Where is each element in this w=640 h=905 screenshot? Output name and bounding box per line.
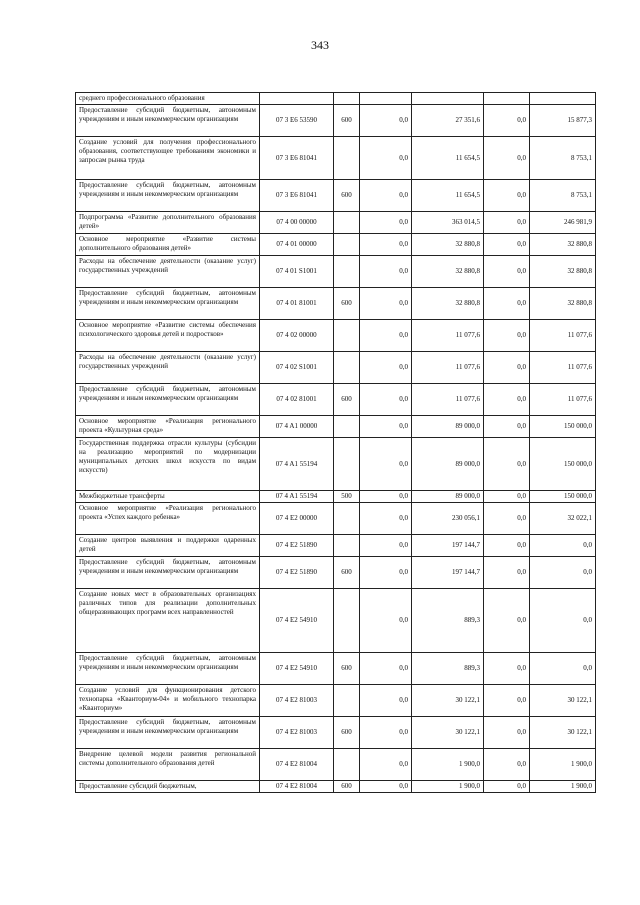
cell-v4: 1 900,0 bbox=[530, 749, 596, 781]
cell-v3: 0,0 bbox=[484, 589, 530, 653]
cell-v1: 0,0 bbox=[360, 685, 412, 717]
cell-v1: 0,0 bbox=[360, 438, 412, 491]
cell-vr bbox=[334, 234, 360, 256]
cell-vr bbox=[334, 352, 360, 384]
cell-v1: 0,0 bbox=[360, 352, 412, 384]
cell-name: Государственная поддержка отрасли культуры (субсидии на реализацию мероприятий по модернизации муниципальных детских школ искусств по видам искусств) bbox=[76, 438, 260, 491]
cell-v4: 11 077,6 bbox=[530, 384, 596, 416]
cell-v2: 197 144,7 bbox=[412, 557, 484, 589]
cell-v3: 0,0 bbox=[484, 234, 530, 256]
cell-v1 bbox=[360, 93, 412, 105]
table-row bbox=[76, 491, 596, 503]
cell-v1: 0,0 bbox=[360, 256, 412, 288]
cell-v1: 0,0 bbox=[360, 384, 412, 416]
cell-vr: 600 bbox=[334, 653, 360, 685]
cell-code: 07 4 01 81001 bbox=[260, 288, 334, 320]
cell-code: 07 3 E6 81041 bbox=[260, 180, 334, 212]
cell-code: 07 3 E6 53590 bbox=[260, 105, 334, 137]
cell-name: Создание центров выявления и поддержки одаренных детей bbox=[76, 535, 260, 557]
cell-v2: 11 077,6 bbox=[412, 384, 484, 416]
cell-code: 07 4 00 00000 bbox=[260, 212, 334, 234]
cell-code: 07 4 E2 51890 bbox=[260, 535, 334, 557]
table-body bbox=[76, 93, 596, 793]
cell-v3: 0,0 bbox=[484, 491, 530, 503]
cell-vr: 600 bbox=[334, 180, 360, 212]
cell-vr: 600 bbox=[334, 781, 360, 793]
table-row bbox=[76, 288, 596, 320]
cell-v1: 0,0 bbox=[360, 288, 412, 320]
cell-code: 07 4 02 81001 bbox=[260, 384, 334, 416]
cell-v4: 150 000,0 bbox=[530, 438, 596, 491]
cell-code: 07 3 E6 81041 bbox=[260, 137, 334, 180]
cell-code: 07 4 E2 81004 bbox=[260, 749, 334, 781]
cell-v2: 889,3 bbox=[412, 653, 484, 685]
table-row bbox=[76, 93, 596, 105]
cell-v3: 0,0 bbox=[484, 535, 530, 557]
cell-code: 07 4 02 S1001 bbox=[260, 352, 334, 384]
cell-name: Предоставление субсидий бюджетным, автономным учреждениям и иным некоммерческим организациям bbox=[76, 717, 260, 749]
cell-name: Предоставление субсидий бюджетным, автономным учреждениям и иным некоммерческим организациям bbox=[76, 180, 260, 212]
table-row bbox=[76, 384, 596, 416]
cell-v2: 27 351,6 bbox=[412, 105, 484, 137]
cell-v3: 0,0 bbox=[484, 256, 530, 288]
cell-v3: 0,0 bbox=[484, 416, 530, 438]
cell-code: 07 4 E2 81003 bbox=[260, 717, 334, 749]
cell-name: Создание условий для получения профессионального образования, соответствующее требованиям экономики и запросам рынка труда bbox=[76, 137, 260, 180]
cell-v4: 0,0 bbox=[530, 589, 596, 653]
cell-v4: 15 877,3 bbox=[530, 105, 596, 137]
table-row bbox=[76, 320, 596, 352]
cell-name: Основное мероприятие «Развитие системы дополнительного образования детей» bbox=[76, 234, 260, 256]
cell-name: Предоставление субсидий бюджетным, автономным учреждениям и иным некоммерческим организациям bbox=[76, 384, 260, 416]
cell-v2: 89 000,0 bbox=[412, 491, 484, 503]
table-row bbox=[76, 557, 596, 589]
cell-name: Предоставление субсидий бюджетным, автономным учреждениям и иным некоммерческим организациям bbox=[76, 653, 260, 685]
cell-code: 07 4 E2 81004 bbox=[260, 781, 334, 793]
cell-v1: 0,0 bbox=[360, 320, 412, 352]
cell-v4: 0,0 bbox=[530, 535, 596, 557]
cell-v1: 0,0 bbox=[360, 589, 412, 653]
cell-v3: 0,0 bbox=[484, 352, 530, 384]
cell-name: Создание условий для функционирования детского технопарка «Кванториум-04» и мобильного технопарка «Кванториум» bbox=[76, 685, 260, 717]
cell-code: 07 4 A1 55194 bbox=[260, 491, 334, 503]
cell-name: Расходы на обеспечение деятельности (оказание услуг) государственных учреждений bbox=[76, 256, 260, 288]
cell-vr bbox=[334, 93, 360, 105]
cell-v1: 0,0 bbox=[360, 234, 412, 256]
cell-v4: 11 077,6 bbox=[530, 352, 596, 384]
cell-code: 07 4 A1 00000 bbox=[260, 416, 334, 438]
cell-v4: 8 753,1 bbox=[530, 180, 596, 212]
cell-vr bbox=[334, 137, 360, 180]
cell-name: Предоставление субсидий бюджетным, bbox=[76, 781, 260, 793]
table-row bbox=[76, 438, 596, 491]
cell-v3: 0,0 bbox=[484, 781, 530, 793]
cell-name: Подпрограмма «Развитие дополнительного образования детей» bbox=[76, 212, 260, 234]
table-row bbox=[76, 503, 596, 535]
cell-v4 bbox=[530, 93, 596, 105]
cell-name: Основное мероприятие «Реализация регионального проекта «Успех каждого ребенка» bbox=[76, 503, 260, 535]
cell-vr: 600 bbox=[334, 288, 360, 320]
cell-v1: 0,0 bbox=[360, 717, 412, 749]
cell-v3: 0,0 bbox=[484, 438, 530, 491]
cell-v1: 0,0 bbox=[360, 105, 412, 137]
cell-vr: 600 bbox=[334, 105, 360, 137]
cell-name: Внедрение целевой модели развития региональной системы дополнительного образования детей bbox=[76, 749, 260, 781]
cell-vr bbox=[334, 256, 360, 288]
cell-v4: 1 900,0 bbox=[530, 781, 596, 793]
cell-v4: 150 000,0 bbox=[530, 416, 596, 438]
cell-v2: 32 880,8 bbox=[412, 288, 484, 320]
cell-v3: 0,0 bbox=[484, 749, 530, 781]
table-row bbox=[76, 234, 596, 256]
cell-v2: 32 880,8 bbox=[412, 234, 484, 256]
cell-v1: 0,0 bbox=[360, 180, 412, 212]
cell-v2: 11 654,5 bbox=[412, 137, 484, 180]
cell-v2: 89 000,0 bbox=[412, 438, 484, 491]
table-row bbox=[76, 589, 596, 653]
table-row bbox=[76, 180, 596, 212]
cell-v3: 0,0 bbox=[484, 557, 530, 589]
cell-v4: 0,0 bbox=[530, 653, 596, 685]
table-row bbox=[76, 749, 596, 781]
cell-name: Предоставление субсидий бюджетным, автономным учреждениям и иным некоммерческим организациям bbox=[76, 105, 260, 137]
cell-v3: 0,0 bbox=[484, 137, 530, 180]
table-row bbox=[76, 212, 596, 234]
cell-name: среднего профессионального образования bbox=[76, 93, 260, 105]
cell-v2: 30 122,1 bbox=[412, 717, 484, 749]
cell-v2: 363 014,5 bbox=[412, 212, 484, 234]
cell-code: 07 4 E2 00000 bbox=[260, 503, 334, 535]
cell-v1: 0,0 bbox=[360, 749, 412, 781]
cell-v2 bbox=[412, 93, 484, 105]
cell-v1: 0,0 bbox=[360, 212, 412, 234]
cell-v2: 11 654,5 bbox=[412, 180, 484, 212]
cell-name: Расходы на обеспечение деятельности (оказание услуг) государственных учреждений bbox=[76, 352, 260, 384]
cell-code: 07 4 02 00000 bbox=[260, 320, 334, 352]
cell-v3: 0,0 bbox=[484, 503, 530, 535]
cell-v2: 11 077,6 bbox=[412, 352, 484, 384]
cell-v3 bbox=[484, 93, 530, 105]
cell-v2: 230 056,1 bbox=[412, 503, 484, 535]
cell-v3: 0,0 bbox=[484, 653, 530, 685]
cell-code: 07 4 01 00000 bbox=[260, 234, 334, 256]
cell-v3: 0,0 bbox=[484, 384, 530, 416]
table-row bbox=[76, 416, 596, 438]
cell-v1: 0,0 bbox=[360, 503, 412, 535]
cell-code bbox=[260, 93, 334, 105]
cell-code: 07 4 E2 54910 bbox=[260, 653, 334, 685]
cell-vr bbox=[334, 416, 360, 438]
cell-vr bbox=[334, 320, 360, 352]
cell-code: 07 4 E2 51890 bbox=[260, 557, 334, 589]
cell-vr: 600 bbox=[334, 557, 360, 589]
cell-vr bbox=[334, 589, 360, 653]
cell-v1: 0,0 bbox=[360, 557, 412, 589]
cell-vr bbox=[334, 535, 360, 557]
cell-v2: 1 900,0 bbox=[412, 749, 484, 781]
cell-v4: 32 022,1 bbox=[530, 503, 596, 535]
cell-v1: 0,0 bbox=[360, 781, 412, 793]
cell-v3: 0,0 bbox=[484, 288, 530, 320]
cell-name: Основное мероприятие «Развитие системы обеспечения психологического здоровья детей и подростков» bbox=[76, 320, 260, 352]
cell-v4: 30 122,1 bbox=[530, 717, 596, 749]
table-row bbox=[76, 653, 596, 685]
table-row bbox=[76, 256, 596, 288]
table-row bbox=[76, 781, 596, 793]
cell-v2: 30 122,1 bbox=[412, 685, 484, 717]
cell-v1: 0,0 bbox=[360, 491, 412, 503]
cell-v2: 1 900,0 bbox=[412, 781, 484, 793]
table-row bbox=[76, 105, 596, 137]
cell-v4: 246 981,9 bbox=[530, 212, 596, 234]
cell-v1: 0,0 bbox=[360, 416, 412, 438]
table-row bbox=[76, 137, 596, 180]
cell-v2: 197 144,7 bbox=[412, 535, 484, 557]
cell-vr bbox=[334, 212, 360, 234]
cell-v2: 32 880,8 bbox=[412, 256, 484, 288]
cell-v4: 32 880,8 bbox=[530, 256, 596, 288]
cell-v3: 0,0 bbox=[484, 212, 530, 234]
cell-v1: 0,0 bbox=[360, 653, 412, 685]
cell-v2: 889,3 bbox=[412, 589, 484, 653]
cell-v4: 30 122,1 bbox=[530, 685, 596, 717]
cell-v1: 0,0 bbox=[360, 137, 412, 180]
cell-code: 07 4 E2 54910 bbox=[260, 589, 334, 653]
cell-vr: 600 bbox=[334, 384, 360, 416]
budget-table bbox=[75, 92, 596, 793]
cell-name: Основное мероприятие «Реализация регионального проекта «Культурная среда» bbox=[76, 416, 260, 438]
cell-code: 07 4 E2 81003 bbox=[260, 685, 334, 717]
cell-v4: 150 000,0 bbox=[530, 491, 596, 503]
page-number: 343 bbox=[311, 38, 329, 52]
cell-name: Межбюджетные трансферты bbox=[76, 491, 260, 503]
cell-v2: 89 000,0 bbox=[412, 416, 484, 438]
cell-v4: 0,0 bbox=[530, 557, 596, 589]
cell-vr bbox=[334, 685, 360, 717]
cell-name: Предоставление субсидий бюджетным, автономным учреждениям и иным некоммерческим организациям bbox=[76, 557, 260, 589]
cell-v4: 32 880,8 bbox=[530, 234, 596, 256]
cell-v3: 0,0 bbox=[484, 320, 530, 352]
table-row bbox=[76, 535, 596, 557]
cell-vr bbox=[334, 438, 360, 491]
table-row bbox=[76, 685, 596, 717]
cell-vr bbox=[334, 749, 360, 781]
cell-vr: 500 bbox=[334, 491, 360, 503]
cell-name: Создание новых мест в образовательных организациях различных типов для реализации дополнительных общеразвивающих программ всех направленностей bbox=[76, 589, 260, 653]
cell-v1: 0,0 bbox=[360, 535, 412, 557]
cell-v3: 0,0 bbox=[484, 685, 530, 717]
cell-name: Предоставление субсидий бюджетным, автономным учреждениям и иным некоммерческим организациям bbox=[76, 288, 260, 320]
cell-code: 07 4 01 S1001 bbox=[260, 256, 334, 288]
cell-v3: 0,0 bbox=[484, 717, 530, 749]
cell-vr bbox=[334, 503, 360, 535]
cell-v4: 11 077,6 bbox=[530, 320, 596, 352]
cell-vr: 600 bbox=[334, 717, 360, 749]
cell-v3: 0,0 bbox=[484, 180, 530, 212]
cell-v2: 11 077,6 bbox=[412, 320, 484, 352]
cell-v3: 0,0 bbox=[484, 105, 530, 137]
table-row bbox=[76, 717, 596, 749]
cell-v4: 8 753,1 bbox=[530, 137, 596, 180]
cell-code: 07 4 A1 55194 bbox=[260, 438, 334, 491]
cell-v4: 32 880,8 bbox=[530, 288, 596, 320]
table-row bbox=[76, 352, 596, 384]
